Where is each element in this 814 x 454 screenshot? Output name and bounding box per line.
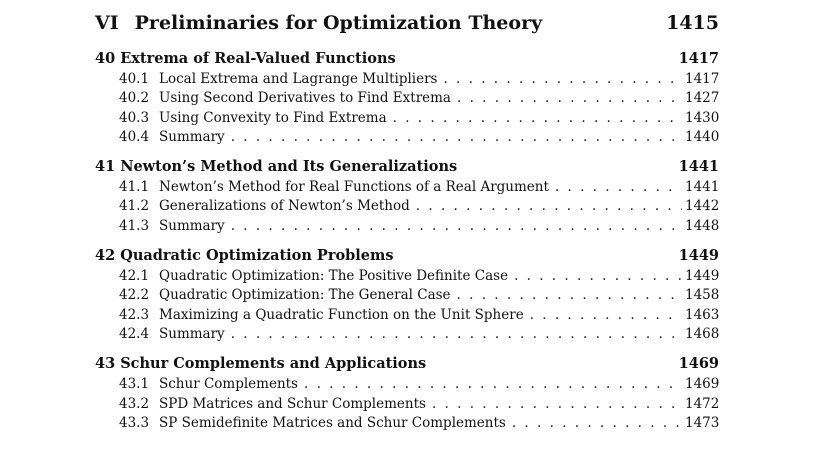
section-entry[interactable] (95, 178, 719, 197)
section-entry[interactable] (95, 286, 719, 305)
section-page: 1473 (685, 414, 720, 431)
chapter-title-group (95, 158, 457, 176)
section-entry[interactable] (95, 325, 719, 344)
dot-leader (393, 109, 682, 128)
section-title: SP Semidefinite Matrices and Schur Complements (159, 414, 506, 431)
chapter-block (95, 50, 719, 147)
section-number: 43.1 (119, 376, 150, 393)
section-entry[interactable] (95, 217, 719, 236)
section-title: Generalizations of Newton’s Method (159, 198, 410, 215)
chapter-number: 42 (95, 247, 116, 265)
section-number: 41.2 (119, 198, 150, 215)
section-entry[interactable] (95, 414, 719, 433)
chapter-title: Quadratic Optimization Problems (120, 247, 394, 265)
section-number: 43.2 (119, 395, 150, 412)
chapter-page: 1417 (678, 50, 719, 67)
section-page: 1427 (685, 90, 720, 107)
section-entry[interactable] (95, 395, 719, 414)
section-page: 1442 (685, 198, 720, 215)
section-title: Using Convexity to Find Extrema (159, 109, 387, 126)
section-entry[interactable] (95, 306, 719, 325)
section-title: Maximizing a Quadratic Function on the Unit Sphere (159, 306, 524, 323)
section-entry[interactable] (95, 89, 719, 108)
section-page: 1417 (685, 71, 720, 87)
section-title: Using Second Derivatives to Find Extrema (159, 90, 451, 107)
dot-leader (512, 414, 682, 433)
section-entry[interactable] (95, 375, 719, 394)
section-entry[interactable] (95, 128, 719, 147)
section-title: Summary (159, 128, 225, 145)
section-number: 40.2 (119, 90, 150, 107)
dot-leader (416, 197, 682, 216)
section-title: Schur Complements (159, 376, 298, 393)
dot-leader (231, 325, 682, 344)
chapter-block (95, 158, 719, 236)
chapter-heading[interactable] (95, 50, 719, 68)
chapter-block (95, 355, 719, 433)
section-number: 42.1 (119, 268, 150, 285)
chapter-title-group (95, 50, 396, 68)
section-entry[interactable] (95, 109, 719, 128)
dot-leader (231, 128, 682, 147)
section-page: 1430 (685, 109, 720, 126)
section-number: 42.2 (119, 287, 150, 304)
dot-leader (457, 89, 682, 108)
section-page: 1458 (685, 287, 720, 304)
section-page: 1468 (685, 325, 720, 342)
chapter-heading[interactable] (95, 355, 719, 373)
dot-leader (514, 267, 682, 286)
part-page: 1415 (666, 12, 719, 34)
section-page: 1469 (685, 376, 720, 393)
section-title: Summary (159, 217, 225, 234)
section-number: 41.1 (119, 179, 150, 196)
section-number: 40.3 (119, 109, 150, 126)
section-entry[interactable] (95, 197, 719, 216)
section-page: 1463 (685, 306, 720, 323)
chapter-page: 1441 (678, 158, 719, 176)
chapter-heading[interactable] (95, 158, 719, 176)
chapter-heading[interactable] (95, 247, 719, 265)
table-of-contents (95, 10, 719, 444)
part-title: Preliminaries for Optimization Theory (134, 12, 543, 34)
chapter-number: 40 (95, 50, 116, 67)
section-number: 40.1 (119, 71, 150, 87)
section-number: 41.3 (119, 217, 150, 234)
section-page: 1449 (685, 268, 720, 285)
chapter-title: Schur Complements and Applications (120, 355, 427, 373)
section-title: Quadratic Optimization: The Positive Definite Case (159, 268, 509, 285)
section-number: 42.4 (119, 325, 150, 342)
dot-leader (443, 70, 682, 89)
section-number: 43.3 (119, 414, 150, 431)
chapter-title: Newton’s Method and Its Generalizations (120, 158, 458, 176)
chapter-title-group (95, 247, 394, 265)
section-number: 40.4 (119, 128, 150, 145)
section-title: Summary (159, 325, 225, 342)
section-page: 1441 (685, 179, 720, 196)
section-title: Newton’s Method for Real Functions of a Real Argument (159, 179, 549, 196)
section-title: Quadratic Optimization: The General Case (159, 287, 451, 304)
dot-leader (432, 395, 682, 414)
dot-leader (304, 375, 682, 394)
chapter-title: Extrema of Real-Valued Functions (120, 50, 396, 67)
section-title: Local Extrema and Lagrange Multipliers (159, 71, 438, 87)
section-page: 1448 (685, 217, 720, 234)
section-page: 1440 (685, 128, 720, 145)
chapter-number: 41 (95, 158, 116, 176)
dot-leader (231, 217, 682, 236)
section-entry[interactable] (95, 267, 719, 286)
section-number: 42.3 (119, 306, 150, 323)
section-entry[interactable] (95, 70, 719, 89)
dot-leader (530, 306, 682, 325)
dot-leader (457, 286, 682, 305)
chapter-block (95, 247, 719, 344)
chapter-number: 43 (95, 355, 116, 373)
dot-leader (555, 178, 682, 197)
part-title-group (95, 10, 542, 36)
part-heading (95, 10, 719, 36)
section-title: SPD Matrices and Schur Complements (159, 395, 426, 412)
chapter-title-group (95, 355, 426, 373)
chapter-page: 1449 (678, 247, 719, 265)
chapter-list (95, 50, 719, 433)
part-number: VI (95, 12, 119, 34)
chapter-page: 1469 (678, 355, 719, 373)
section-page: 1472 (685, 395, 720, 412)
